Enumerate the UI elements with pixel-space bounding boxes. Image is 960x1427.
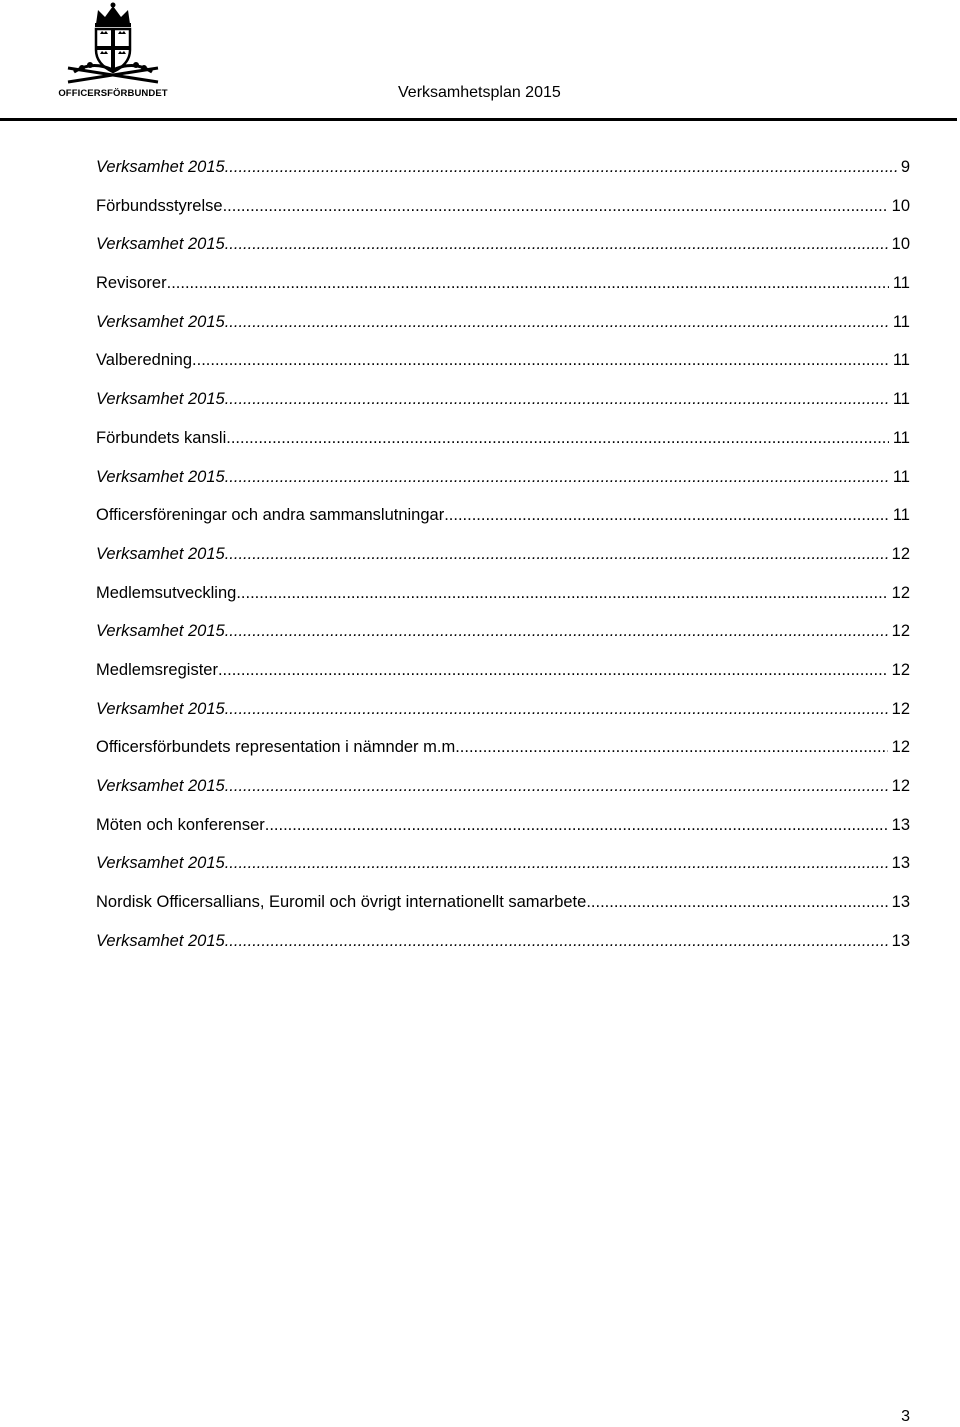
- toc-entry-page: 11: [892, 312, 910, 331]
- toc-entry[interactable]: [96, 658, 910, 697]
- page-number: 3: [901, 1408, 910, 1425]
- table-of-contents: [96, 155, 910, 967]
- header-divider: [0, 118, 957, 121]
- logo-wordmark: OFFICERSFÖRBUNDET: [58, 88, 168, 99]
- toc-entry-page: 11: [892, 467, 910, 486]
- toc-entry-page: 13: [891, 893, 910, 912]
- toc-entry[interactable]: [96, 387, 910, 426]
- toc-entry-title: Verksamhet 2015: [96, 312, 225, 331]
- toc-entry-title: Verksamhet 2015: [96, 235, 225, 254]
- toc-entry-title: Officersföreningar och andra sammanslutningar: [96, 506, 445, 525]
- toc-entry-title: Medlemsutveckling: [96, 583, 237, 602]
- toc-entry-page: 12: [891, 622, 910, 641]
- toc-entry[interactable]: [96, 232, 910, 271]
- toc-dot-leader: [236, 581, 887, 605]
- toc-dot-leader: [192, 348, 889, 372]
- toc-entry[interactable]: [96, 890, 910, 929]
- toc-dot-leader: [265, 813, 888, 837]
- toc-entry[interactable]: [96, 465, 910, 504]
- toc-entry[interactable]: [96, 774, 910, 813]
- toc-entry-title: Medlemsregister: [96, 660, 218, 679]
- toc-entry-page: 11: [892, 274, 910, 293]
- toc-entry-page: 10: [891, 235, 910, 254]
- toc-entry[interactable]: [96, 697, 910, 736]
- toc-entry-page: 10: [891, 196, 910, 215]
- officersforbundet-logo: [52, 2, 174, 102]
- toc-dot-leader: [218, 658, 888, 682]
- toc-entry-page: 13: [891, 854, 910, 873]
- toc-entry[interactable]: [96, 348, 910, 387]
- toc-entry[interactable]: [96, 581, 910, 620]
- toc-entry-page: 12: [891, 544, 910, 563]
- toc-entry[interactable]: [96, 271, 910, 310]
- toc-dot-leader: [460, 735, 888, 759]
- toc-entry[interactable]: [96, 155, 910, 194]
- toc-dot-leader: [225, 851, 888, 875]
- toc-entry-title: Verksamhet 2015: [96, 622, 225, 641]
- toc-entry-page: 13: [891, 931, 910, 950]
- toc-dot-leader: [225, 310, 889, 334]
- toc-entry-page: 11: [892, 506, 910, 525]
- toc-dot-leader: [225, 929, 888, 953]
- toc-entry[interactable]: [96, 542, 910, 581]
- toc-dot-leader: [225, 697, 888, 721]
- toc-dot-leader: [225, 155, 897, 179]
- toc-entry-title: Verksamhet 2015: [96, 699, 225, 718]
- toc-entry[interactable]: [96, 851, 910, 890]
- toc-dot-leader: [225, 774, 888, 798]
- toc-dot-leader: [444, 503, 889, 527]
- page-header: [0, 0, 960, 124]
- toc-entry-title: Förbundets kansli: [96, 428, 227, 447]
- toc-dot-leader: [225, 465, 889, 489]
- toc-entry-title: Verksamhet 2015: [96, 390, 225, 409]
- toc-dot-leader: [223, 194, 888, 218]
- toc-entry-page: 11: [892, 428, 910, 447]
- toc-entry[interactable]: [96, 813, 910, 852]
- toc-entry-title: Verksamhet 2015: [96, 854, 225, 873]
- toc-entry-page: 12: [891, 699, 910, 718]
- toc-entry-title: Verksamhet 2015: [96, 777, 225, 795]
- toc-entry-title: Nordisk Officersallians, Euromil och övrigt internationellt samarbete: [96, 893, 587, 912]
- toc-dot-leader: [167, 271, 889, 295]
- toc-dot-leader: [225, 542, 888, 566]
- toc-dot-leader: [225, 387, 889, 411]
- toc-entry-title: Förbundsstyrelse: [96, 196, 223, 215]
- toc-entry-page: 13: [891, 815, 910, 834]
- toc-dot-leader: [226, 426, 889, 450]
- toc-entry[interactable]: [96, 194, 910, 233]
- toc-entry-title: Möten och konferenser: [96, 815, 265, 834]
- toc-entry-title: Officersförbundets representation i nämnder m.m.: [96, 738, 460, 757]
- toc-entry-page: 12: [891, 583, 910, 602]
- toc-entry-title: Verksamhet 2015: [96, 467, 225, 486]
- toc-entry-title: Valberedning: [96, 351, 193, 370]
- toc-entry-page: 11: [892, 351, 910, 370]
- toc-entry-title: Verksamhet 2015: [96, 544, 225, 563]
- toc-entry[interactable]: [96, 426, 910, 465]
- document-title: Verksamhetsplan 2015: [398, 84, 561, 101]
- toc-entry-title: Revisorer: [96, 274, 167, 293]
- toc-entry-page: 12: [891, 660, 910, 679]
- toc-entry[interactable]: [96, 310, 910, 349]
- toc-entry-title: Verksamhet 2015: [96, 931, 225, 950]
- toc-entry-title: Verksamhet 2015: [96, 158, 225, 176]
- toc-entry[interactable]: [96, 503, 910, 542]
- toc-entry-page: 11: [892, 390, 910, 409]
- toc-entry[interactable]: [96, 735, 910, 774]
- toc-entry-page: 12: [891, 738, 910, 757]
- toc-entry[interactable]: [96, 929, 910, 968]
- toc-entry-page: 12: [891, 777, 910, 795]
- toc-entry[interactable]: [96, 619, 910, 658]
- toc-dot-leader: [586, 890, 887, 914]
- toc-entry-page: 9: [900, 158, 910, 176]
- toc-dot-leader: [225, 619, 888, 643]
- toc-dot-leader: [225, 232, 888, 256]
- crest-icon: [52, 2, 174, 92]
